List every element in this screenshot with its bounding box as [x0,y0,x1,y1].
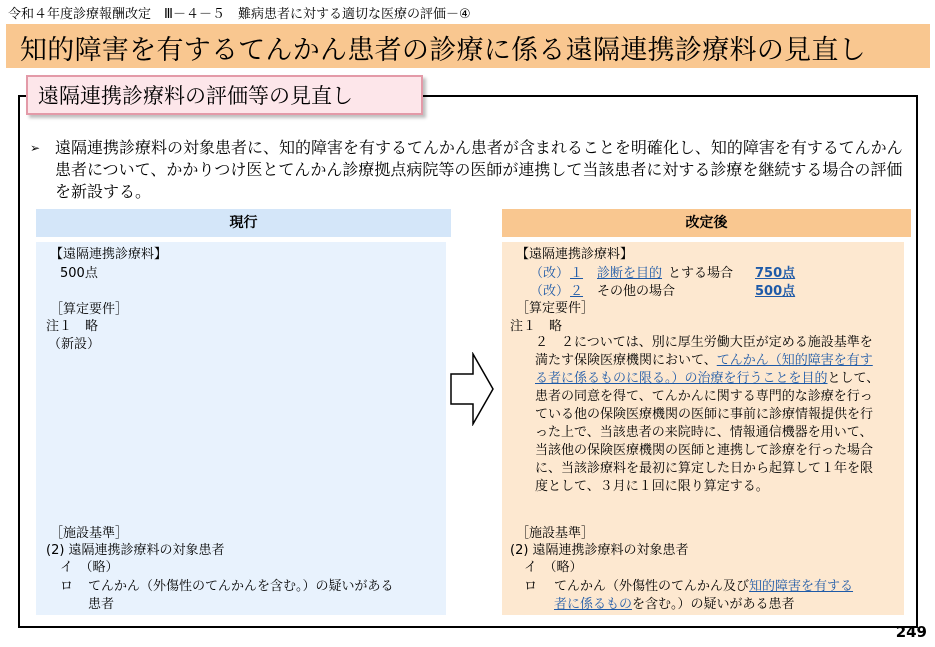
revised-note2-text-2: として、患者の同意を得て、てんかんに関する専門的な診療を行っている他の保険医療機関の医師に事前に診療情報提供を行った上で、当該患者の来院時に、情報通信機器を用いて、当該他の保険医療機関の医師と連携して診療を行った場合に、当該診療料を最初に算定した日から起算して１年を限度として、３月に１回に限り算定する。 [535,371,880,494]
revised-ro-line-2 [554,596,795,614]
current-req-label: ［算定要件］ [50,302,129,317]
revised-note2-text-underlined: てんかん（知的障害を有する者に係るものに限る。）の治療を行うことを目的 [535,353,873,386]
revised-ro-line-1 [554,578,853,596]
revised-facility-label: ［施設基準］ [516,526,595,541]
revised-req-label: ［算定要件］ [516,301,595,316]
revised-line1-text-underlined: 診断を目的 [597,266,663,281]
current-item-title: 【遠隔連携診療料】 [50,247,168,262]
subtitle: 遠隔連携診療料の評価等の見直し [38,84,353,108]
page-title: 知的障害を有するてんかん患者の診療に係る遠隔連携診療料の見直し [20,35,867,66]
revised-note2-text-1: ２ ２については、別に厚生労働大臣が定める施設基準を満たす保険医療機関において、 [535,335,873,368]
revised-ro-text-2: を含む。）の疑いがある患者 [632,597,795,612]
revised-ro-text-underlined-2: 者に係るもの [554,597,633,612]
current-ro-text-1: てんかん（外傷性のてんかんを含む。）の疑いがある [88,579,394,594]
revised-ro-text-1: てんかん（外傷性のてんかん及び [554,579,750,594]
current-target: (2) 遠隔連携診療料の対象患者 [46,543,225,558]
revised-line2-text: その他の場合 [597,284,676,299]
right-arrow-icon [449,352,495,426]
subtitle-box [26,75,423,115]
page-number: 249 [895,623,927,641]
revised-line1-text: とする場合 [668,266,734,281]
revised-line1-points: 750点 [755,266,796,281]
header-breadcrumb: 令和４年度診療報酬改定 Ⅲ－４－５ 難病患者に対する適切な医療の評価－④ [8,7,471,22]
revised-item-title: 【遠隔連携診療料】 [516,247,634,262]
revised-line2-kai: （改） [530,284,570,299]
current-column-heading: 現行 [36,209,451,237]
current-ro-text-2: 患者 [88,597,115,612]
intro-text: 遠隔連携診療料の対象患者に、知的障害を有するてんかん患者が含まれることを明確化し、知的障害を有するてんかん患者について、かかりつけ医とてんかん診療拠点病院等の医師が連携して当該患者に対する診療を継続する場合の評価を新設する。 [55,138,903,201]
current-box [36,242,446,615]
current-ro-mark: ロ [60,579,74,594]
revised-ro-mark: ロ [524,579,538,594]
current-points: 500点 [60,266,98,281]
current-note1: 注１ 略 [46,319,99,334]
revised-line1-kai: （改） [530,266,570,281]
revised-line2-points: 500点 [755,284,796,299]
revised-box [502,242,904,615]
revised-note2-paragraph [535,334,885,496]
revised-column-heading: 改定後 [502,209,911,237]
revised-line2-num: ２ [570,284,584,299]
revised-target: (2) 遠隔連携診療料の対象患者 [510,543,689,558]
revised-note1: 注１ 略 [510,319,563,334]
current-new: （新設） [48,337,101,352]
current-item-i: イ （略） [60,560,119,575]
bullet-arrow-icon: ➢ [30,141,41,155]
revised-line1-num: １ [570,266,584,281]
revised-ro-text-underlined-1: 知的障害を有する [749,579,854,594]
current-facility-label: ［施設基準］ [50,526,129,541]
revised-item-i: イ （略） [524,560,583,575]
title-bar [6,24,930,68]
